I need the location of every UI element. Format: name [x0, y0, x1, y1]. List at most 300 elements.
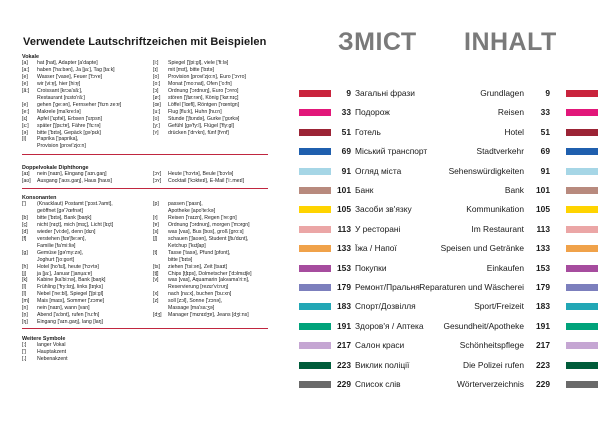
- phonetic-example: Gefühl [gə'fy:l], Flügel ['fly:gl]: [168, 122, 234, 129]
- phonetic-example: Reservierung [rezɛr'vi:rʊŋ]: [168, 284, 229, 291]
- phonetic-example: Stunde ['ʃtʊndə], Gurke ['gʊrkə]: [168, 115, 240, 122]
- phonetic-example: langer Vokal: [37, 342, 66, 348]
- phonetic-symbol: [b]: [22, 214, 28, 221]
- toc-page-number-left: 33: [341, 107, 351, 118]
- toc-page-number-left: 91: [341, 165, 351, 176]
- section-divider: [22, 328, 268, 329]
- phonetic-symbol: [ɔʏ]: [153, 171, 162, 177]
- toc-label-ukrainian[interactable]: Список слів: [355, 379, 401, 389]
- phonetic-example: Frühling ['fry:lɪŋ], links [lɪŋks]: [37, 284, 103, 291]
- phonetic-example: Restaurant [rɛsto'rã:]: [37, 94, 85, 101]
- toc-label-ukrainian[interactable]: Їжа / Напої: [355, 243, 397, 254]
- toc-page-number-right: 33: [540, 107, 550, 118]
- phonetic-symbol: [y:]: [153, 122, 160, 129]
- phonetic-example: Wasser ['vase], Feuer ['fɔʏe]: [37, 73, 103, 80]
- toc-page-number-left: 179: [337, 282, 351, 292]
- phonetic-example: Ketchup ['kɛtʃap]: [168, 242, 206, 249]
- phonetic-example: haben ['ha:bən], Ja [ja:], Tag [ta:k]: [37, 66, 115, 73]
- phonetic-row: [153, 109, 281, 116]
- phonetic-row: [153, 312, 281, 319]
- phonetic-symbol: [ɛ:]: [22, 122, 29, 129]
- phonetic-row: [22, 284, 150, 291]
- toc-label-ukrainian[interactable]: Готель: [355, 126, 381, 137]
- phonetic-symbol: [x]: [153, 291, 159, 298]
- phonetic-row: [153, 257, 281, 264]
- toc-label-german[interactable]: Die Polizei rufen: [463, 359, 524, 370]
- phonetic-symbol: [j]: [22, 270, 27, 277]
- toc-row[interactable]: [290, 301, 600, 321]
- phonetic-example: Eingang ['aɪn.gaŋ], lang [laŋ]: [37, 319, 104, 326]
- phonetic-row: [153, 95, 281, 102]
- phonetic-row: [153, 102, 281, 109]
- phonetic-symbol: [s]: [153, 228, 159, 235]
- phonetic-example: stören ['ʃtø:rən], König ['kø:nɪç]: [168, 94, 239, 101]
- toc-label-german[interactable]: Einkaufen: [486, 262, 524, 273]
- phonetic-row: [22, 201, 150, 208]
- phonetic-symbol: [d]: [22, 228, 28, 235]
- phonetic-example: Provision [provi'zjo:n]: [37, 143, 86, 150]
- toc-page-number-right: 9: [545, 88, 550, 98]
- phonetic-row: [22, 222, 150, 229]
- toc-row[interactable]: [290, 360, 600, 380]
- phonetic-example: Manager ['mɛnɪdʒɐ], Jeans [dʒi:ns]: [168, 312, 249, 319]
- phonetic-row: [153, 229, 281, 236]
- toc-row[interactable]: [290, 204, 600, 224]
- phonetic-row: [153, 178, 281, 185]
- toc-row[interactable]: [290, 340, 600, 360]
- phonetic-example: nein [naɪn], Eingang ['aɪn.gaŋ]: [37, 171, 107, 177]
- phonetic-symbol: [a:]: [22, 66, 30, 73]
- phonetic-example: gehen ['ge:ən], Fernseher ['fɛrn ze:ɐ]: [37, 101, 122, 108]
- phonetic-row: [153, 305, 281, 312]
- phonetic-example: Cocktail ['kɔkteɪl], E-Mail ['i:.meɪl]: [168, 177, 245, 184]
- phonetic-example: was [vas], Bus [bʊs], groß [gro:s]: [168, 228, 244, 235]
- phonetic-row: [153, 222, 281, 229]
- phonetic-symbol: [o:]: [153, 80, 161, 87]
- toc-page-number-right: 51: [540, 126, 550, 137]
- phonetic-row: [22, 271, 150, 278]
- phonetic-example: Hotel [ho'tɛl], heute ['hɔʏtə]: [37, 263, 99, 270]
- toc-label-german[interactable]: Schönheitspflege: [459, 340, 524, 351]
- toc-row[interactable]: [290, 146, 600, 166]
- phonetic-symbol: [e]: [22, 80, 28, 87]
- toc-page-number-right: 223: [536, 359, 550, 370]
- phonetic-row: [22, 277, 150, 284]
- phonetic-symbol: [:]: [22, 342, 27, 348]
- toc-row[interactable]: [290, 379, 600, 399]
- toc-page-number-left: 217: [337, 340, 351, 351]
- phonetic-row: [153, 208, 281, 215]
- toc-label-ukrainian[interactable]: Спорт/Дозвілля: [355, 301, 416, 312]
- phonetic-row: [153, 243, 281, 250]
- phonetic-symbol: [ɪ]: [153, 66, 158, 73]
- phonetic-symbol: [l]: [22, 291, 27, 298]
- toc-color-tab-right: [566, 342, 598, 349]
- phonetic-example: Ausgang ['aʊs.gaŋ], Haus [haʊs]: [37, 177, 112, 184]
- toc-page-number-right: 133: [536, 243, 550, 254]
- phonetic-example: bitte ['bɪtə]: [168, 256, 193, 263]
- phonetic-symbol: [ʊ]: [153, 115, 159, 122]
- toc-label-ukrainian[interactable]: Покупки: [355, 262, 387, 273]
- phonetic-row: [22, 264, 150, 271]
- phonetic-symbol: [.]: [22, 355, 27, 362]
- toc-page-number-left: 101: [337, 185, 351, 195]
- toc-page-number-left: 153: [337, 262, 351, 273]
- phonetic-symbol: [v]: [153, 277, 159, 284]
- symbols-column: [22, 342, 150, 363]
- phonetic-row: [22, 67, 150, 74]
- toc-label-german[interactable]: Bank: [504, 185, 524, 195]
- phonetic-row: [153, 171, 281, 178]
- toc-page-number-right: 183: [536, 301, 550, 312]
- phonetic-example: nein [naɪn], wann [van]: [37, 305, 90, 312]
- phonetic-example: soll [zɔl], Sonne ['zɔnə],: [168, 298, 223, 305]
- phonetic-row: [22, 130, 150, 137]
- phonetic-example: ziehen ['tsi:ən], Zeit [tsaɪt]: [168, 263, 228, 270]
- toc-color-tab-left: [299, 362, 331, 369]
- toc-page-number-left: 51: [341, 126, 351, 137]
- vowels-column-2: [153, 60, 281, 136]
- phonetic-symbol: [ʏ]: [153, 129, 159, 136]
- phonetic-row: [153, 130, 281, 137]
- phonetic-example: nach [na:x], buchen ['bu:xn]: [168, 291, 232, 298]
- phonetic-symbol: [f]: [22, 235, 27, 242]
- toc-label-german[interactable]: Sehenswürdigkeiten: [448, 165, 524, 176]
- toc-label-ukrainian[interactable]: У ресторані: [355, 223, 401, 234]
- toc-color-tab-left: [299, 303, 331, 310]
- toc-label-german[interactable]: Wörterverzeichnis: [456, 379, 524, 389]
- phonetic-symbol: [g]: [22, 249, 28, 256]
- right-page: [290, 0, 600, 425]
- phonetic-example: Croissant [krɔa'sã:],: [37, 87, 83, 94]
- toc-color-tab-right: [566, 362, 598, 369]
- phonetic-example: was [vas], Aquamarin [akvama'ri:n],: [168, 277, 250, 284]
- phonetic-row: [22, 229, 150, 236]
- toc-label-german[interactable]: Stadtverkehr: [476, 146, 524, 157]
- toc-page-number-right: 101: [536, 185, 550, 195]
- phonetic-symbol: [ʃ]: [153, 235, 158, 242]
- toc-color-tab-right: [566, 206, 598, 213]
- phonetic-symbol: [m]: [22, 298, 30, 305]
- phonetic-row: [22, 74, 150, 81]
- toc-color-tab-right: [566, 303, 598, 310]
- phonetic-example: Ordnung ['ɔrdnʊŋ], Euro ['ɔʏro]: [168, 87, 239, 94]
- phonetic-symbol: [k]: [22, 277, 28, 284]
- section-heading-symbols: Weitere Symbole: [22, 336, 66, 342]
- phonetic-row: [153, 250, 281, 257]
- phonetic-row: [22, 243, 150, 250]
- toc-row[interactable]: [290, 224, 600, 244]
- toc-label-german[interactable]: Sport/Freizeit: [474, 301, 524, 312]
- phonetic-row: [22, 136, 150, 143]
- phonetic-example: Heute ['hɔʏtə], Beule ['bɔʏlə]: [168, 171, 234, 177]
- phonetic-example: hat [hat], Adapter [a'dapte]: [37, 60, 98, 66]
- phonetic-symbol: [a]: [22, 60, 28, 66]
- phonetic-example: wir [vi:ɐ̯], hier [hi:ɐ̯]: [37, 80, 81, 87]
- phonetic-example: bitte ['bɪtə], Gepäck [gə'pɛk]: [37, 129, 101, 136]
- toc-color-tab-left: [299, 206, 331, 213]
- toc-color-tab-left: [299, 90, 331, 97]
- phonetic-row: [22, 257, 150, 264]
- phonetic-symbol: [ø:]: [153, 94, 161, 101]
- phonetic-row: [22, 305, 150, 312]
- phonetic-row: [22, 298, 150, 305]
- toc-row[interactable]: [290, 127, 600, 147]
- phonetic-example: Monat ['mo:nat], Ofen ['o:fn]: [168, 80, 232, 87]
- phonetic-example: Kabine [ka'bi:nə], Bank [baŋk]: [37, 277, 106, 284]
- contents-heading-ukrainian: ЗМІСТ: [338, 28, 417, 56]
- phonetic-example: Paprika ['paprika],: [37, 136, 79, 143]
- phonetic-row: [153, 123, 281, 130]
- diphthongs-column-1: [22, 171, 150, 185]
- toc-label-ukrainian[interactable]: Засоби зв'язку: [355, 204, 412, 215]
- phonetic-row: [22, 81, 150, 88]
- phonetic-symbol: [e:]: [22, 108, 30, 115]
- phonetic-example: Äpfel ['ɛpfəl], Erbsen ['ɛrpsn]: [37, 115, 102, 122]
- contents-heading-german: INHALT: [464, 28, 557, 56]
- phonetic-symbol: [ŋ]: [22, 319, 28, 326]
- phonetic-symbol: [p]: [153, 201, 159, 207]
- phonetic-row: [153, 74, 281, 81]
- phonetic-example: Löffel ['lœfl], Röntgen ['rœntgn]: [168, 101, 240, 108]
- phonetic-example: (Knacklaut) Postamt ['pɔst.ʔamt],: [37, 201, 113, 207]
- phonetic-row: [22, 123, 150, 130]
- toc-row[interactable]: [290, 88, 600, 108]
- phonetic-row: [22, 178, 150, 185]
- phonetic-symbol: [œ]: [153, 101, 161, 108]
- section-heading-diphthongs: Doppelvokale Diphthonge: [22, 165, 89, 171]
- toc-row[interactable]: [290, 166, 600, 186]
- toc-color-tab-right: [566, 168, 598, 175]
- phonetic-row: [22, 171, 150, 178]
- phonetic-row: [22, 215, 150, 222]
- toc-page-number-left: 229: [337, 379, 351, 389]
- phonetic-row: [22, 208, 150, 215]
- toc-row[interactable]: [290, 263, 600, 283]
- toc-label-german[interactable]: Speisen und Getränke: [440, 243, 524, 254]
- phonetic-symbol: [ɛ]: [22, 115, 28, 122]
- phonetic-row: [22, 60, 150, 67]
- toc-color-tab-left: [299, 323, 331, 330]
- toc-label-german[interactable]: Gesundheit/Apotheke: [443, 320, 524, 331]
- toc-row[interactable]: [290, 185, 600, 205]
- toc-page-number-right: 113: [536, 223, 550, 234]
- toc-color-tab-left: [299, 129, 331, 136]
- toc-color-tab-right: [566, 381, 598, 388]
- toc-page-number-right: 229: [536, 379, 550, 389]
- phonetic-example: Familie [fa'mi:liə]: [37, 242, 76, 249]
- phonetic-row: [22, 312, 150, 319]
- phonetic-example: nicht [nɪçt], mich [mɪç], Licht [lɪçt]: [37, 221, 114, 228]
- toc-page-number-right: 217: [536, 340, 550, 351]
- phonetic-row: [22, 236, 150, 243]
- toc-label-ukrainian[interactable]: Загальні фрази: [355, 88, 415, 98]
- toc-color-tab-right: [566, 109, 598, 116]
- toc-label-german[interactable]: Reisen: [497, 107, 524, 118]
- section-divider: [22, 154, 268, 155]
- phonetic-symbol: [z]: [153, 298, 159, 305]
- phonetic-row: [153, 88, 281, 95]
- phonetic-example: passen ['pasn],: [168, 201, 203, 207]
- phonetic-row: [22, 319, 150, 326]
- phonetic-row: [153, 236, 281, 243]
- phonetic-example: Reisen ['raɪzn], Regen ['re:gn]: [168, 214, 237, 221]
- toc-color-tab-right: [566, 323, 598, 330]
- phonetic-symbol: [aʊ]: [22, 177, 31, 184]
- page-title: Verwendete Lautschriftzeichen mit Beispielen: [23, 36, 267, 48]
- phonetic-example: Ordnung ['ɔrdnʊŋ], morgen ['mɔrgn]: [168, 221, 250, 228]
- phonetic-example: Abend ['a:bnt], rufen ['ru:fn]: [37, 312, 100, 319]
- toc-color-tab-right: [566, 265, 598, 272]
- toc-color-tab-right: [566, 187, 598, 194]
- toc-color-tab-left: [299, 109, 331, 116]
- toc-page-number-right: 179: [536, 282, 550, 292]
- phonetic-row: [153, 116, 281, 123]
- toc-row[interactable]: [290, 107, 600, 127]
- phonetic-symbol: [l]: [22, 284, 27, 291]
- phonetic-example: Chips [tʃɪps], Dolmetscher ['dɔlmɛtʃe]: [168, 270, 252, 277]
- phonetic-example: bitte ['bɪtə], Bank [baŋk]: [37, 214, 92, 221]
- toc-label-ukrainian[interactable]: Огляд міста: [355, 165, 402, 176]
- toc-page-number-right: 69: [540, 146, 550, 157]
- phonetic-example: geöffnet [gə'ʔœfnət]: [37, 207, 83, 214]
- phonetic-row: [22, 291, 150, 298]
- phonetic-row: [153, 60, 281, 67]
- phonetic-example: Provision [provi'zjo:n], Euro ['ɔʏro]: [168, 73, 246, 80]
- toc-label-german[interactable]: Kommunikation: [466, 204, 524, 215]
- phonetic-symbol: [ã:]: [22, 87, 30, 94]
- toc-color-tab-right: [566, 148, 598, 155]
- toc-color-tab-left: [299, 226, 331, 233]
- phonetic-row: [153, 271, 281, 278]
- toc-page-number-left: 113: [337, 223, 351, 234]
- phonetic-example: Makrele [ma'kre:lə]: [37, 108, 81, 115]
- toc-label-ukrainian[interactable]: Банк: [355, 185, 374, 195]
- phonetic-symbol: [n̩]: [22, 312, 28, 319]
- phonetic-row: [153, 298, 281, 305]
- phonetic-row: [22, 143, 150, 150]
- toc-color-tab-left: [299, 342, 331, 349]
- phonetic-example: später ['ʃpɛ:tɐ], Fähre ['fɛ:rə]: [37, 122, 101, 129]
- phonetic-example: schauen ['ʃaʊən], Student [ʃtu'dɛnt],: [168, 235, 249, 242]
- phonetic-symbol: [ɐ]: [153, 221, 159, 228]
- phonetic-symbol: [h]: [22, 263, 28, 270]
- phonetic-example: Massage [ma'sa:ʒə]: [168, 305, 215, 312]
- toc-label-german[interactable]: Hotel: [504, 126, 524, 137]
- phonetic-symbol: [dʒ]: [153, 312, 162, 319]
- toc-color-tab-right: [566, 284, 598, 291]
- phonetic-symbol: [ɔ]: [153, 87, 159, 94]
- toc-label-german[interactable]: Grundlagen: [480, 88, 524, 98]
- phonetic-symbol: [tʃ]: [153, 270, 159, 277]
- phonetic-symbol: [ç]: [22, 221, 28, 228]
- consonants-column-2: [153, 201, 281, 319]
- toc-color-tab-left: [299, 245, 331, 252]
- toc-color-tab-left: [299, 168, 331, 175]
- toc-label-german[interactable]: Reparaturen und Wäscherei: [419, 282, 524, 292]
- phonetic-example: Nebenakzent: [37, 355, 68, 362]
- toc-color-tab-left: [299, 284, 331, 291]
- phonetic-symbol: [u:]: [153, 108, 161, 115]
- section-heading-vowels: Vokale: [22, 54, 39, 60]
- phonetic-example: Mais [maɪs], Sommer ['zɔme]: [37, 298, 105, 305]
- toc-color-tab-right: [566, 129, 598, 136]
- phonetic-example: drücken ['drʏkn], fünf [fʏnf]: [168, 129, 229, 136]
- phonetic-symbol: [e]: [22, 73, 28, 80]
- toc-color-tab-right: [566, 245, 598, 252]
- toc-label-ukrainian[interactable]: Здоров'я / Аптека: [355, 320, 424, 331]
- toc-label-german[interactable]: Im Restaurant: [471, 223, 524, 234]
- phonetic-row: [153, 201, 281, 208]
- phonetic-row: [22, 250, 150, 257]
- toc-color-tab-left: [299, 187, 331, 194]
- phonetic-example: Nebel ['ne:bl], Spiegel ['ʃpi:gl]: [37, 291, 104, 298]
- phonetic-symbol: [i]: [22, 136, 27, 143]
- phonetic-row: [153, 81, 281, 88]
- phonetic-symbol: [r]: [153, 214, 158, 221]
- toc-color-tab-right: [566, 226, 598, 233]
- toc-page-number-left: 133: [337, 243, 351, 254]
- toc-page-number-left: 183: [337, 301, 351, 312]
- toc-color-tab-left: [299, 265, 331, 272]
- phonetic-row: [153, 215, 281, 222]
- toc-page-number-right: 105: [536, 204, 550, 215]
- phonetic-symbol: [ə]: [22, 129, 28, 136]
- phonetic-symbol: [aɪ]: [22, 171, 30, 177]
- phonetic-example: ja [ja:], Januar ['janu̯a:ɐ]: [37, 270, 92, 277]
- phonetic-example: Gemüse [gə'my:zə],: [37, 249, 83, 256]
- toc-page-number-right: 153: [536, 262, 550, 273]
- phonetic-symbol: [n]: [22, 305, 28, 312]
- phonetic-row: [153, 264, 281, 271]
- consonants-column-1: [22, 201, 150, 326]
- phonetic-symbol: [o]: [153, 73, 159, 80]
- phonetic-row: [22, 349, 150, 356]
- phonetic-symbol: [i:]: [153, 60, 159, 66]
- phonetic-row: [22, 95, 150, 102]
- toc-label-ukrainian[interactable]: Міський транспорт: [355, 146, 428, 157]
- phonetic-symbol: [e]: [22, 101, 28, 108]
- phonetic-row: [153, 291, 281, 298]
- toc-label-ukrainian[interactable]: Ремонт/Пральня: [355, 282, 420, 292]
- phonetic-row: [153, 67, 281, 74]
- phonetic-example: verstehen [fɛɐ'ʃte:ən],: [37, 235, 86, 242]
- phonetic-row: [153, 277, 281, 284]
- toc-color-tab-right: [566, 90, 598, 97]
- phonetic-example: wieder ['vi:de], denn [dɛn]: [37, 228, 96, 235]
- toc-label-ukrainian[interactable]: Подорож: [355, 107, 390, 118]
- phonetic-example: Flug [flu:k], Huhn [hu:n]: [168, 108, 222, 115]
- phonetic-symbol: [ɔʏ]: [153, 177, 162, 184]
- phonetic-row: [22, 88, 150, 95]
- toc-row[interactable]: [290, 243, 600, 263]
- toc-row[interactable]: [290, 321, 600, 341]
- toc-page-number-left: 69: [341, 146, 351, 157]
- phonetic-row: [22, 116, 150, 123]
- toc-color-tab-left: [299, 148, 331, 155]
- phonetic-row: [22, 356, 150, 363]
- phonetic-symbol: [']: [22, 348, 26, 355]
- section-divider: [22, 188, 268, 189]
- toc-page-number-left: 105: [337, 204, 351, 215]
- diphthongs-column-2: [153, 171, 281, 185]
- toc-label-ukrainian[interactable]: Виклик поліції: [355, 359, 410, 370]
- toc-row[interactable]: [290, 282, 600, 302]
- phonetic-example: Hauptakzent: [37, 348, 67, 355]
- phonetic-symbol: [ts]: [153, 263, 160, 270]
- toc-label-ukrainian[interactable]: Салон краси: [355, 340, 405, 351]
- toc-page-number-left: 191: [337, 320, 351, 331]
